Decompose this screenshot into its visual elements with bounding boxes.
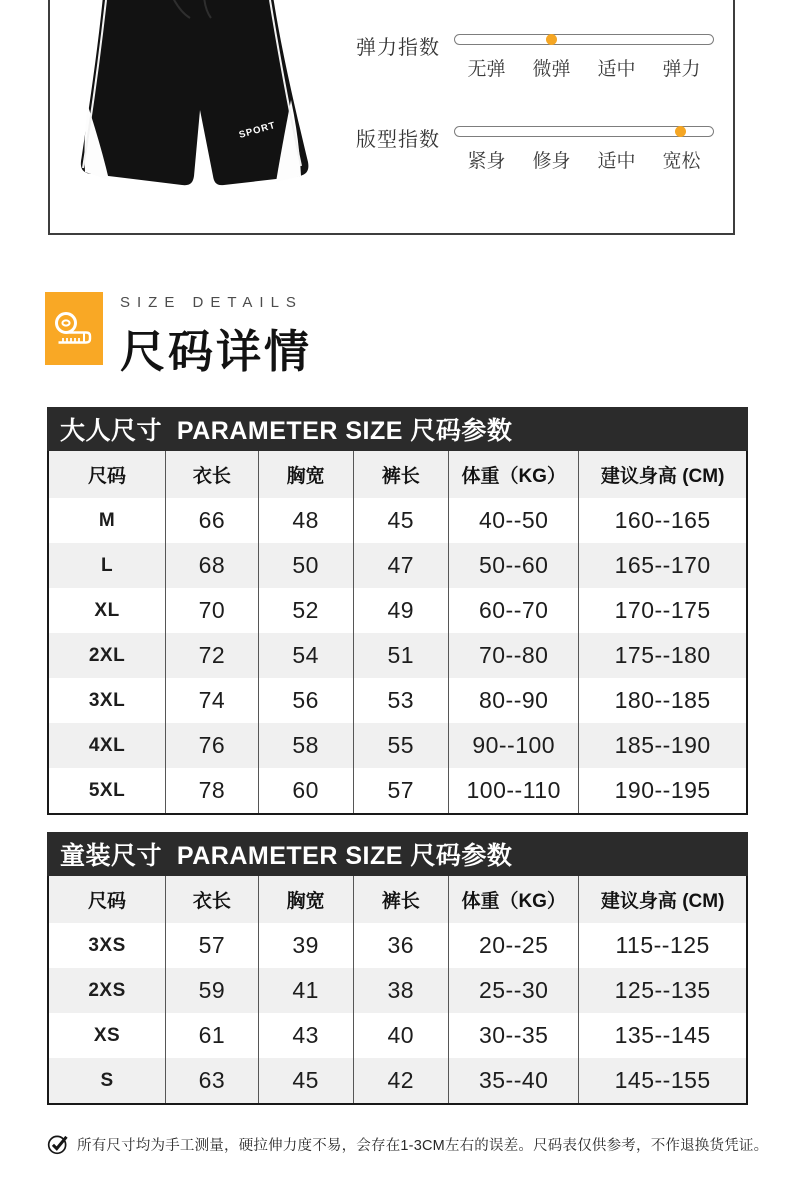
table-cell: 52: [259, 588, 354, 633]
table-cell: 30--35: [449, 1013, 579, 1058]
elasticity-slider-track: [454, 34, 714, 45]
table-cell: 36: [354, 923, 449, 968]
table-cell: 185--190: [614, 732, 711, 758]
table-cell: 39: [259, 923, 354, 968]
table-cell: 50: [259, 543, 354, 588]
column-header: 建议身高 (CM): [600, 891, 725, 912]
table-cell: 145--155: [614, 1067, 711, 1093]
table-cell: 180--185: [614, 687, 711, 713]
table-cell: 115--125: [615, 932, 710, 958]
table-cell: 2XS: [49, 968, 166, 1013]
elasticity-options: [454, 54, 714, 81]
table-cell: 4XL: [49, 723, 166, 768]
fit-options: [454, 146, 714, 173]
kids-table-grid: [47, 876, 748, 1105]
adult-table-grid: [47, 451, 748, 815]
table-cell: 3XL: [49, 678, 166, 723]
table-row: [49, 768, 746, 813]
table-cell: 43: [259, 1013, 354, 1058]
table-row: [49, 498, 746, 543]
column-header: 体重（KG）: [449, 451, 579, 498]
product-panel: [48, 0, 735, 235]
table-cell: 42: [354, 1058, 449, 1103]
table-cell: 25--30: [449, 968, 579, 1013]
table-cell: 57: [354, 768, 449, 813]
table-cell: 68: [166, 543, 259, 588]
table-cell: 135--145: [614, 1022, 711, 1048]
column-header: 建议身高 (CM): [600, 466, 725, 487]
table-cell: 170--175: [614, 597, 711, 623]
table-cell: 50--60: [449, 543, 579, 588]
table-cell: 80--90: [449, 678, 579, 723]
check-circle-icon: [47, 1133, 69, 1155]
column-header: 尺码: [49, 451, 166, 498]
table-cell: 40: [354, 1013, 449, 1058]
column-header: 裤长: [354, 451, 449, 498]
table-cell: 45: [259, 1058, 354, 1103]
table-cell: 70--80: [449, 633, 579, 678]
table-cell: 78: [166, 768, 259, 813]
elasticity-slider: [454, 30, 714, 81]
column-header: 尺码: [49, 876, 166, 923]
kids-table-title: 童装尺寸 PARAMETER SIZE 尺码参数: [47, 832, 748, 876]
table-cell: 57: [166, 923, 259, 968]
slider-option: 紧身: [467, 151, 506, 172]
table-cell: 53: [354, 678, 449, 723]
fit-label: 版型指数: [356, 129, 440, 151]
measurement-disclaimer: [47, 1133, 769, 1155]
size-details-icon-box: [45, 292, 103, 365]
slider-option: 宽松: [662, 151, 701, 172]
column-header: 胸宽: [259, 451, 354, 498]
table-cell: 63: [166, 1058, 259, 1103]
table-row: [49, 1013, 746, 1058]
slider-option: 弹力: [662, 59, 701, 80]
slider-option: 适中: [597, 59, 636, 80]
slider-option: 适中: [597, 151, 636, 172]
table-header-row: [49, 451, 746, 498]
elasticity-label: 弹力指数: [356, 37, 440, 59]
page-title: 尺码详情: [120, 326, 313, 377]
elasticity-indicator: [356, 30, 714, 81]
table-cell: 72: [166, 633, 259, 678]
table-cell: 61: [166, 1013, 259, 1058]
table-cell: 58: [259, 723, 354, 768]
table-cell: 48: [259, 498, 354, 543]
table-cell: 160--165: [614, 507, 711, 533]
table-cell: 70: [166, 588, 259, 633]
table-cell: 41: [259, 968, 354, 1013]
column-header: 衣长: [166, 451, 259, 498]
product-image-shorts: [72, 0, 327, 192]
size-details-eyebrow: SIZE DETAILS: [120, 294, 303, 311]
table-row: [49, 968, 746, 1013]
table-cell: 54: [259, 633, 354, 678]
slider-option: 微弹: [532, 59, 571, 80]
table-cell: 60: [259, 768, 354, 813]
table-cell: 190--195: [614, 777, 711, 803]
table-cell: 165--170: [614, 552, 711, 578]
table-cell: 76: [166, 723, 259, 768]
column-header: 胸宽: [259, 876, 354, 923]
column-header: 衣长: [166, 876, 259, 923]
table-cell: S: [49, 1058, 166, 1103]
fit-slider-dot: [675, 126, 686, 137]
table-cell: 125--135: [614, 977, 711, 1003]
size-details-text: [120, 292, 312, 380]
table-row: [49, 543, 746, 588]
table-cell: 5XL: [49, 768, 166, 813]
table-row: [49, 1058, 746, 1103]
slider-option: 无弹: [467, 59, 506, 80]
tape-measure-icon: [53, 310, 95, 348]
table-cell: 35--40: [449, 1058, 579, 1103]
table-cell: 60--70: [449, 588, 579, 633]
table-cell: 49: [354, 588, 449, 633]
table-cell: 38: [354, 968, 449, 1013]
table-row: [49, 923, 746, 968]
fit-indicator: [356, 122, 714, 173]
table-cell: 56: [259, 678, 354, 723]
table-cell: 20--25: [449, 923, 579, 968]
disclaimer-text: 所有尺寸均为手工测量，硬拉伸力度不易，会存在1-3CM左右的误差。尺码表仅供参考，不作退换货凭证。: [77, 1137, 769, 1154]
table-row: [49, 723, 746, 768]
table-cell: 45: [354, 498, 449, 543]
kids-size-table: [47, 832, 748, 1105]
table-cell: 90--100: [449, 723, 579, 768]
adult-table-title: 大人尺寸 PARAMETER SIZE 尺码参数: [47, 407, 748, 451]
table-cell: 3XS: [49, 923, 166, 968]
table-row: [49, 678, 746, 723]
table-cell: 40--50: [449, 498, 579, 543]
table-cell: M: [49, 498, 166, 543]
table-cell: 66: [166, 498, 259, 543]
slider-option: 修身: [532, 151, 571, 172]
table-cell: 47: [354, 543, 449, 588]
table-cell: 2XL: [49, 633, 166, 678]
elasticity-slider-dot: [546, 34, 557, 45]
fit-slider: [454, 122, 714, 173]
column-header: 裤长: [354, 876, 449, 923]
table-cell: 59: [166, 968, 259, 1013]
table-cell: 100--110: [449, 768, 579, 813]
table-cell: 175--180: [614, 642, 711, 668]
table-cell: L: [49, 543, 166, 588]
table-cell: 55: [354, 723, 449, 768]
table-cell: 51: [354, 633, 449, 678]
table-header-row: [49, 876, 746, 923]
table-cell: XL: [49, 588, 166, 633]
table-row: [49, 633, 746, 678]
column-header: 体重（KG）: [449, 876, 579, 923]
table-row: [49, 588, 746, 633]
size-details-header: [45, 292, 312, 380]
table-cell: XS: [49, 1013, 166, 1058]
adult-size-table: [47, 407, 748, 815]
shorts-sport-logo-text: SPORT: [237, 119, 278, 141]
table-cell: 74: [166, 678, 259, 723]
fit-slider-track: [454, 126, 714, 137]
